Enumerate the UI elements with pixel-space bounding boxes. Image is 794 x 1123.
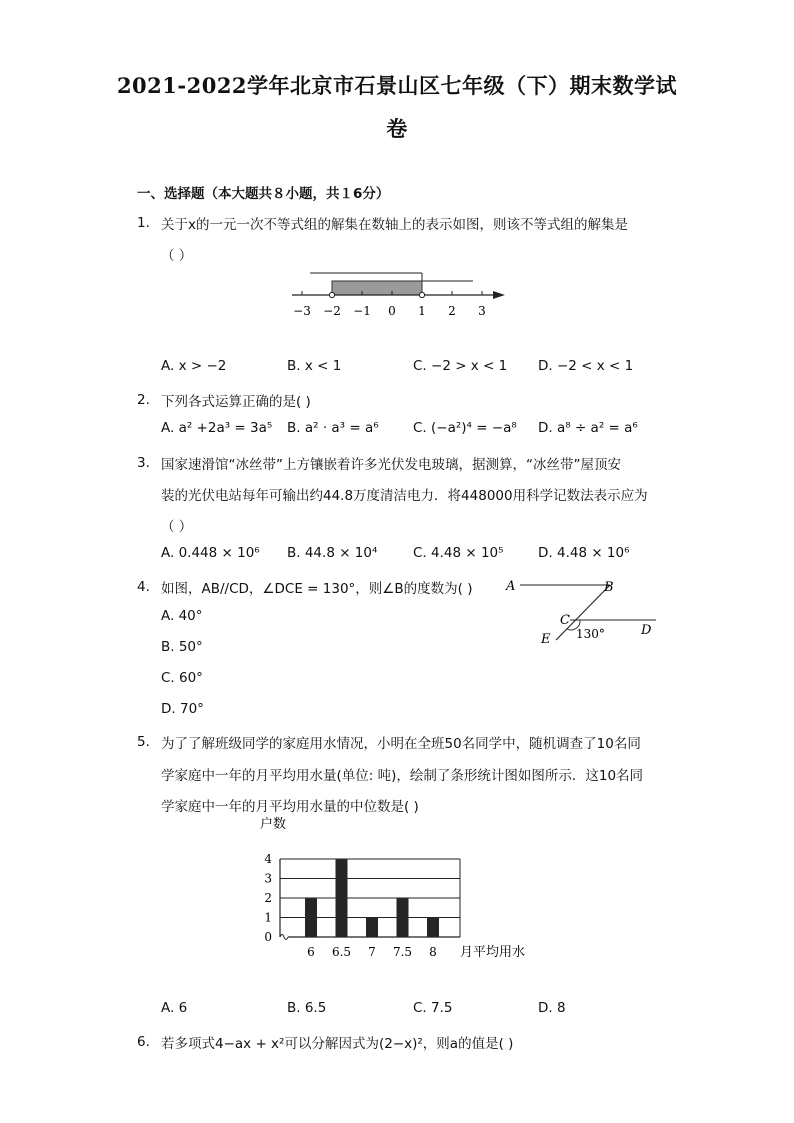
x-axis-title: 月平均用水 [460, 945, 526, 960]
x-tick-label: 6.5 [331, 945, 352, 959]
q6-stem: 若多项式4−ax + x²可以分解因式为(2−x)²，则a的值是( ) [161, 1036, 514, 1052]
q1-option-a[interactable]: A. x > −2 [161, 358, 227, 374]
number-line-figure [280, 268, 520, 328]
tick-label: 0 [388, 304, 396, 318]
tick-label: 2 [448, 304, 456, 318]
y-axis-title: 户数 [260, 817, 287, 832]
q5-option-a[interactable]: A. 6 [161, 1000, 188, 1016]
q2-option-c[interactable]: C. (−a²)⁴ = −a⁸ [413, 420, 517, 436]
q2-option-b[interactable]: B. a² · a³ = a⁶ [287, 420, 379, 436]
q2-option-a[interactable]: A. a² +2a³ = 3a⁵ [161, 420, 273, 436]
bar-8 [427, 918, 439, 938]
bar-6.5 [336, 859, 348, 937]
x-tick-label: 6 [307, 945, 315, 959]
section-heading: 一、选择题（本大题共８小题，共１6分） [137, 186, 390, 202]
q1-stem-line2: （ ） [161, 248, 193, 264]
bar-7.5 [397, 898, 409, 937]
tick-label: −2 [323, 304, 341, 318]
q5-stem-line3: 学家庭中一年的月平均用水量的中位数是( ) [161, 799, 419, 815]
q3-option-d[interactable]: D. 4.48 × 10⁶ [538, 545, 630, 561]
open-circle-left [329, 292, 334, 297]
q3-option-b[interactable]: B. 44.8 × 10⁴ [287, 545, 378, 561]
bar-7 [366, 918, 378, 938]
q1-stem-line1: 关于x的一元一次不等式组的解集在数轴上的表示如图，则该不等式组的解集是 [161, 217, 628, 233]
x-tick-label: 8 [429, 945, 437, 959]
q4-option-d[interactable]: D. 70° [161, 701, 204, 717]
q2-option-d[interactable]: D. a⁸ ÷ a² = a⁶ [538, 420, 638, 436]
q1-option-b[interactable]: B. x < 1 [287, 358, 342, 374]
label-angle: 130° [576, 627, 605, 641]
axis-break [280, 935, 288, 940]
tick-label: 3 [478, 304, 486, 318]
q5-option-b[interactable]: B. 6.5 [287, 1000, 327, 1016]
tick-label: −3 [293, 304, 311, 318]
q3-stem-line2: 装的光伏电站每年可输出约44.8万度清洁电力．将448000用科学记数法表示应为 [161, 488, 648, 504]
q3-stem-line1: 国家速滑馆“冰丝带”上方镶嵌着许多光伏发电玻璃，据测算，“冰丝带”屋顶安 [161, 457, 621, 473]
q5-number: 5. [137, 734, 150, 750]
q4-option-a[interactable]: A. 40° [161, 608, 203, 624]
y-tick-label: 2 [264, 891, 272, 905]
q4-option-c[interactable]: C. 60° [161, 670, 203, 686]
bar-6 [305, 898, 317, 937]
x-tick-label: 7.5 [392, 945, 413, 959]
bar-chart [250, 814, 540, 964]
q3-option-a[interactable]: A. 0.448 × 10⁶ [161, 545, 260, 561]
y-tick-label: 1 [264, 910, 272, 925]
tick-label: −1 [353, 304, 371, 318]
q1-option-c[interactable]: C. −2 > x < 1 [413, 358, 508, 374]
q4-option-b[interactable]: B. 50° [161, 639, 203, 655]
label-e: E [541, 632, 551, 647]
q3-stem-line3: （ ） [161, 519, 193, 535]
label-d: D [641, 623, 652, 638]
q1-option-d[interactable]: D. −2 < x < 1 [538, 358, 634, 374]
paper-title-line2: 卷 [386, 116, 408, 141]
label-c: C [560, 613, 570, 628]
q2-number: 2. [137, 392, 150, 408]
q3-option-c[interactable]: C. 4.48 × 10⁵ [413, 545, 504, 561]
open-circle-right [419, 292, 424, 297]
q2-stem: 下列各式运算正确的是( ) [161, 394, 311, 410]
parallel-lines-figure [500, 574, 665, 650]
q5-option-c[interactable]: C. 7.5 [413, 1000, 453, 1016]
y-tick-label: 4 [264, 852, 272, 866]
label-b: B [604, 580, 614, 595]
q5-option-d[interactable]: D. 8 [538, 1000, 566, 1016]
solution-shaded-region [332, 281, 422, 295]
q6-number: 6. [137, 1034, 150, 1050]
x-tick-label: 7 [368, 945, 376, 959]
tick-label: 1 [418, 304, 426, 318]
y-tick-label: 0 [264, 930, 272, 944]
y-tick-label: 3 [264, 871, 272, 886]
q5-stem-line2: 学家庭中一年的月平均用水量(单位: 吨)，绘制了条形统计图如图所示．这10名同 [161, 768, 644, 784]
q4-stem: 如图，AB//CD，∠DCE = 130°，则∠B的度数为( ) [161, 581, 473, 597]
q1-number: 1. [137, 215, 150, 231]
q5-stem-line1: 为了了解班级同学的家庭用水情况，小明在全班50名同学中，随机调查了10名同 [161, 736, 641, 752]
paper-title-line1: 2021-2022学年北京市石景山区七年级（下）期末数学试 [116, 73, 678, 98]
q4-number: 4. [137, 579, 150, 595]
axis-arrow [493, 291, 505, 299]
q3-number: 3. [137, 455, 150, 471]
label-a: A [506, 579, 516, 594]
